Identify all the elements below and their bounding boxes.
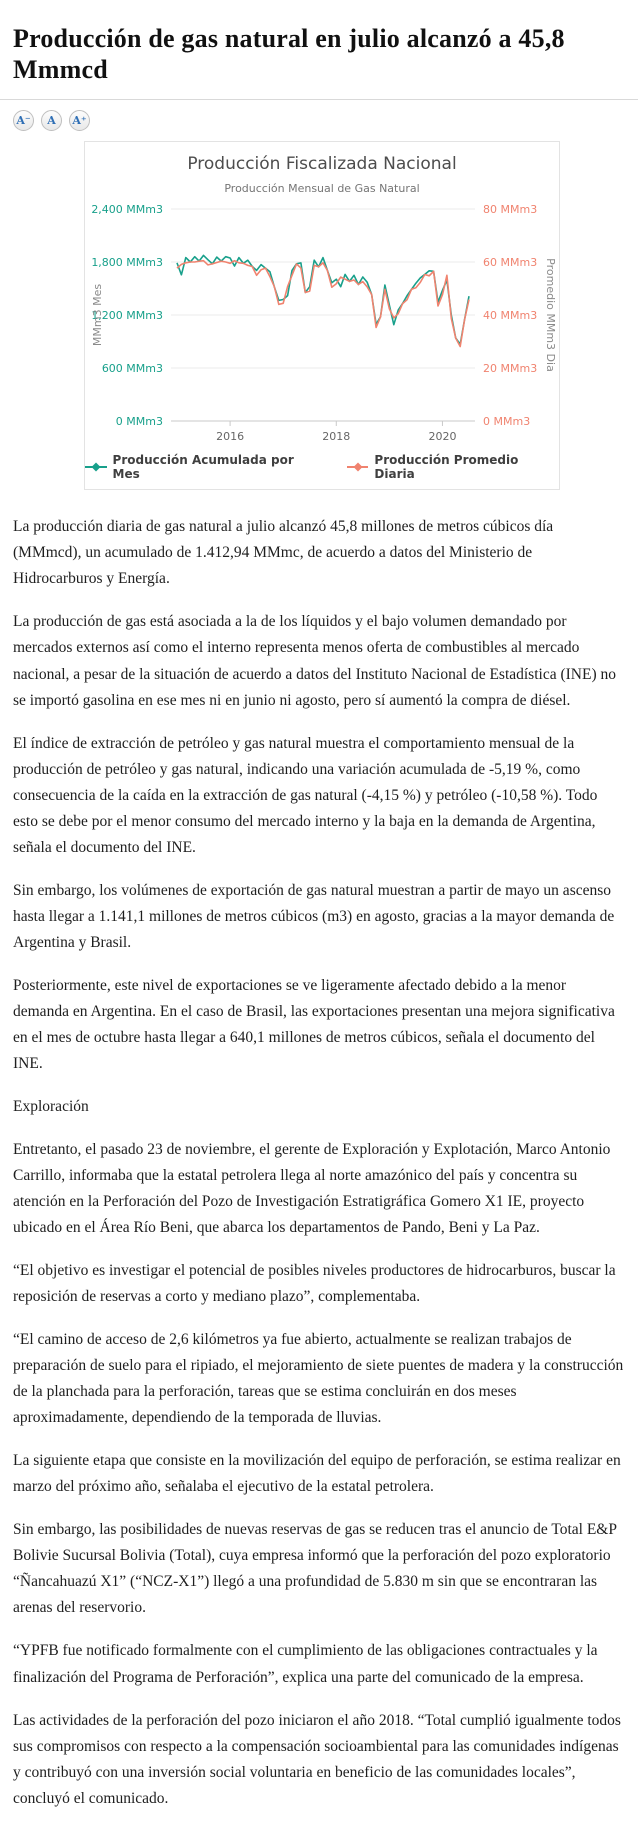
right-axis-tick-label: 20 MMm3 [483, 362, 538, 376]
article-paragraph: La producción diaria de gas natural a julio alcanzó 45,8 millones de metros cúbicos día (MMmcd), un acumulado de 1.412,94 MMmc, de acuerdo a datos del Ministerio de Hidrocarburos y Energía. [13, 518, 554, 588]
left-axis-tick-label: 0 MMm3 [115, 415, 163, 429]
left-axis-tick-label: 1,800 MMm3 [91, 256, 163, 270]
series-line [177, 256, 469, 345]
x-axis-label: 2016 [216, 430, 245, 444]
article-paragraph: La siguiente etapa que consiste en la movilización del equipo de perforación, se estima realizar en marzo del próximo año, señalaba el ejecutivo de la estatal petrolera. [13, 1452, 621, 1496]
article-subheading: Exploración [13, 1097, 89, 1115]
article-paragraph: El índice de extracción de petróleo y gas natural muestra el comportamiento mensual de la producción de petróleo y gas natural, indicando una variación acumulada de -5,19 %, como consecuencia de la caída en la extracción de gas natural (-4,15 %) y petróleo (-10,58 %). Todo esto se debe por el menor consumo del mercado interno y la baja en la demanda de Argentina, señala el documento del INE. [13, 734, 598, 856]
font-size-toolbar [13, 110, 625, 131]
left-axis-tick-label: 1,200 MMm3 [91, 309, 163, 323]
legend-label: Producción Promedio Diaria [374, 453, 519, 482]
chart-card [84, 141, 560, 490]
legend-label: Producción Acumulada por Mes [112, 453, 294, 482]
legend-marker-icon [85, 462, 107, 472]
legend-marker-icon [347, 462, 369, 472]
left-axis-tick-label: 600 MMm3 [101, 362, 163, 376]
chart-legend [85, 453, 559, 481]
right-axis-title: Promedio MMm3 Dia [544, 258, 557, 373]
right-axis-tick-label: 40 MMm3 [483, 309, 538, 323]
x-axis-label: 2018 [322, 430, 351, 444]
chart-title: Producción Fiscalizada Nacional [187, 154, 457, 175]
font-reset-button[interactable]: A [41, 110, 62, 131]
legend-item[interactable] [85, 453, 321, 481]
legend-item[interactable] [347, 453, 559, 481]
font-decrease-button[interactable]: A⁻ [13, 110, 34, 131]
title-divider [0, 99, 638, 100]
article-paragraph: Las actividades de la perforación del pozo iniciaron el año 2018. “Total cumplió igualmente todos sus compromisos con respecto a la compensación socioambiental para las comunidades indígenas y contribuyó con una inversión social voluntaria en beneficio de las comunidades locales”, concluyó el comunicado. [13, 1711, 621, 1807]
left-axis-title: MMm3 Mes [91, 284, 104, 347]
article-paragraph: La producción de gas está asociada a la de los líquidos y el bajo volumen demandado por mercados externos así como el interno representa menos oferta de combustibles al mercado nacional, a pesar de la situación de acuerdo a datos del Instituto Nacional de Estadística (INE) no se importó gasolina en ese mes ni en junio ni agosto, pero sí aumentó la compra de diésel. [13, 613, 616, 709]
x-axis-label: 2020 [428, 430, 457, 444]
article-paragraph: Sin embargo, las posibilidades de nuevas reservas de gas se reducen tras el anuncio de Total E&P Bolivie Sucursal Bolivia (Total), cuya empresa informó que la perforación del pozo exploratorio “Ñancahuazú X1” (“NCZ-X1”) llegó a una profundidad de 5.830 m sin que se encontraran las arenas del reservorio. [13, 1521, 617, 1617]
page-title: Producción de gas natural en julio alcanzó a 45,8 Mmmcd [13, 24, 565, 84]
chart-subtitle: Producción Mensual de Gas Natural [224, 182, 420, 196]
article-body [13, 514, 625, 1811]
article-paragraph: “YPFB fue notificado formalmente con el cumplimiento de las obligaciones contractuales y la finalización del Programa de Perforación”, explica una parte del comunicado de la empresa. [13, 1642, 598, 1686]
left-axis-tick-label: 2,400 MMm3 [91, 203, 163, 217]
article-paragraph: Entretanto, el pasado 23 de noviembre, el gerente de Exploración y Explotación, Marco Antonio Carrillo, informaba que la estatal petrolera llega al norte amazónico del país y concentra su atención en la Perforación del Pozo de Investigación Estratigráfica Gomero X1 IE, proyecto ubicado en el Área Río Beni, que abarca los departamentos de Pando, Beni y La Paz. [13, 1140, 611, 1237]
font-increase-button[interactable]: A⁺ [69, 110, 90, 131]
article-paragraph: Sin embargo, los volúmenes de exportación de gas natural muestran a partir de mayo un ascenso hasta llegar a 1.141,1 millones de metros cúbicos (m3) en agosto, gracias a la mayor demanda de Argentina y Brasil. [13, 881, 615, 951]
right-axis-tick-label: 0 MMm3 [483, 415, 531, 429]
article-paragraph: Posteriormente, este nivel de exportaciones se ve ligeramente afectado debido a la menor demanda en Argentina. En el caso de Brasil, las exportaciones presentan una mejora significativa en el mes de octubre hasta llegar a 640,1 millones de metros cúbicos, señala el documento del INE. [13, 976, 615, 1072]
production-line-chart [85, 203, 561, 449]
article-paragraph: “El objetivo es investigar el potencial de posibles niveles productores de hidrocarburos, buscar la reposición de reservas a corto y mediano plazo”, complementaba. [13, 1262, 616, 1306]
article-paragraph: “El camino de acceso de 2,6 kilómetros ya fue abierto, actualmente se realizan trabajos de preparación de suelo para el ripiado, el mejoramiento de siete puentes de madera y la construcción de la planchada para la perforación, tareas que se estima concluirán en dos meses aproximadamente, dependiendo de la temporada de lluvias. [13, 1331, 624, 1427]
right-axis-tick-label: 80 MMm3 [483, 203, 538, 217]
article-page [0, 24, 638, 1812]
right-axis-tick-label: 60 MMm3 [483, 256, 538, 270]
